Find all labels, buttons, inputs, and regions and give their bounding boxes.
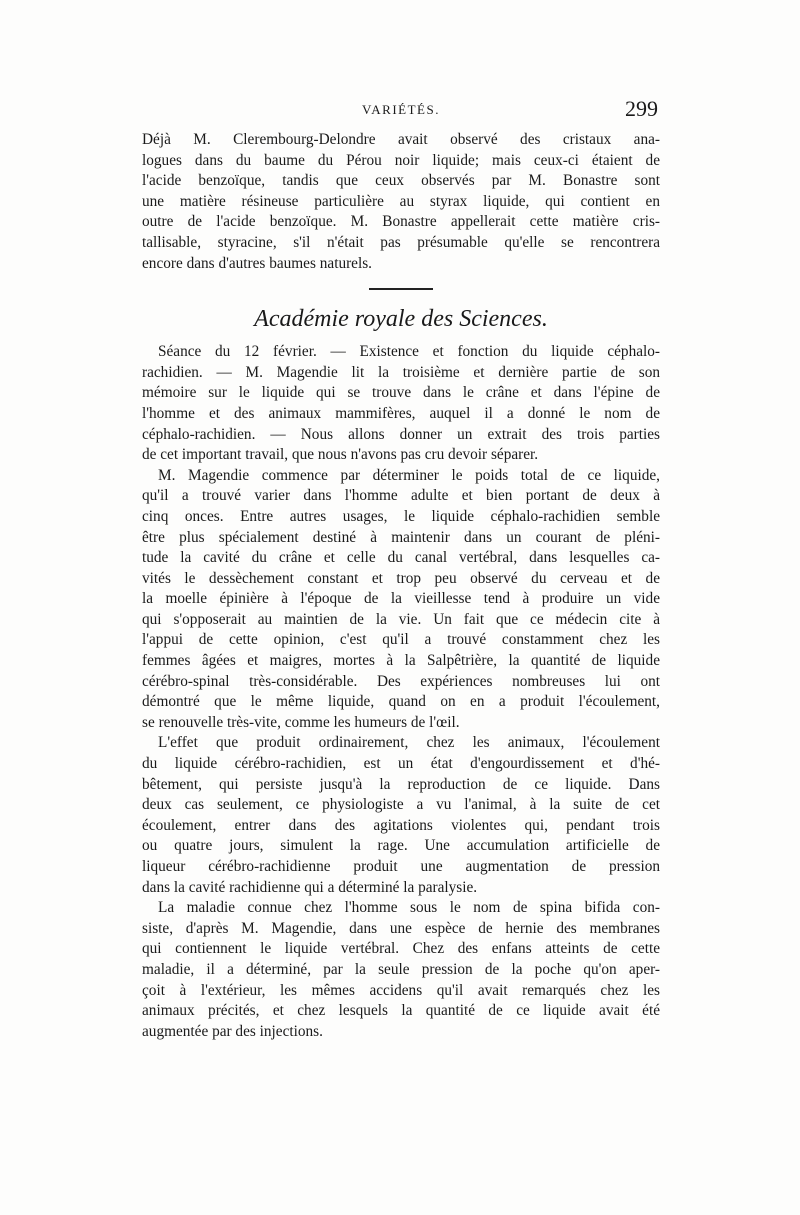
text-line: écoulement, entrer dans des agitations violentes qui, pendant trois (142, 816, 660, 834)
text-line: La maladie connue chez l'homme sous le nom de spina bifida con- (158, 899, 660, 917)
text-line: la moelle épinière à l'époque de la vieillesse tend à produire un vide (142, 590, 660, 608)
text-line: vités le dessèchement constant et trop peu observé du cerveau et de (142, 569, 660, 587)
text-line: siste, d'après M. Magendie, dans une espèce de hernie des membranes (142, 919, 660, 937)
text-line: qui contiennent le liquide vertébral. Chez des enfans atteints de cette (142, 940, 660, 958)
text-line: outre de l'acide benzoïque. M. Bonastre appellerait cette matière cris- (142, 213, 660, 231)
text-line: rachidien. — M. Magendie lit la troisième et dernière partie de son (142, 363, 660, 381)
text-line: qu'il a trouvé varier dans l'homme adulte et bien portant de deux à (142, 487, 660, 505)
text-line: mémoire sur le liquide qui se trouve dans le crâne et dans l'épine de (142, 384, 660, 402)
paragraph-2 (142, 342, 660, 466)
text-line: encore dans d'autres baumes naturels. (142, 254, 372, 272)
text-line: une matière résineuse particulière au styrax liquide, qui contient en (142, 192, 660, 210)
text-line: Séance du 12 février. — Existence et fonction du liquide céphalo- (158, 343, 660, 361)
text-line: augmentée par des injections. (142, 1022, 323, 1040)
text-block (142, 96, 660, 1042)
text-line: M. Magendie commence par déterminer le poids total de ce liquide, (158, 466, 660, 484)
text-line: Déjà M. Clerembourg-Delondre avait observé des cristaux ana- (142, 131, 660, 148)
paragraph-4 (142, 733, 660, 898)
running-title: VARIÉTÉS. (362, 102, 440, 117)
text-line: logues dans du baume du Pérou noir liquide; mais ceux-ci étaient de (142, 151, 660, 169)
text-line: du liquide cérébro-rachidien, est un état d'engourdissement et d'hé- (142, 755, 660, 773)
text-line: cérébro-spinal très-considérable. Des expériences nombreuses lui ont (142, 672, 660, 690)
text-line: être plus spécialement destiné à maintenir dans un courant de pléni- (142, 528, 660, 546)
text-line: l'appui de cette opinion, c'est qu'il a trouvé constamment chez les (142, 631, 660, 649)
text-line: ou quatre jours, simulent la rage. Une accumulation artificielle de (142, 837, 660, 855)
section-heading: Académie royale des Sciences. (254, 306, 548, 333)
paragraph-3 (142, 466, 660, 734)
section-divider (369, 288, 433, 290)
text-line: se renouvelle très-vite, comme les humeurs de l'œil. (142, 713, 460, 731)
paragraph-5 (142, 898, 660, 1042)
text-line: céphalo-rachidien. — Nous allons donner un extrait des trois parties (142, 425, 660, 443)
text-line: liqueur cérébro-rachidienne produit une augmentation de pression (142, 858, 660, 875)
text-line: démontré que le même liquide, quand on en a produit l'écoulement, (142, 693, 660, 711)
text-line: cinq onces. Entre autres usages, le liquide céphalo-rachidien semble (142, 507, 660, 525)
paragraph-1 (142, 130, 660, 274)
text-line: maladie, il a déterminé, par la seule pression de la poche qu'on aper- (142, 960, 660, 978)
text-line: çoit à l'extérieur, les mêmes accidens qu'il avait remarqués chez les (142, 981, 660, 999)
text-line: tude la cavité du crâne et celle du canal vertébral, dans lesquelles ca- (142, 549, 660, 567)
text-line: deux cas seulement, ce physiologiste a vu l'animal, à la suite de cet (142, 796, 660, 814)
text-line: animaux précités, et chez lesquels la quantité de ce liquide avait été (142, 1002, 660, 1020)
running-head (142, 96, 660, 130)
text-line: dans la cavité rachidienne qui a déterminé la paralysie. (142, 878, 478, 896)
text-line: de cet important travail, que nous n'avons pas cru devoir séparer. (142, 446, 539, 464)
text-line: bêtement, qui persiste jusqu'à la reproduction de ce liquide. Dans (142, 775, 660, 793)
text-line: l'acide benzoïque, tandis que ceux observés par M. Bonastre sont (142, 172, 660, 190)
text-line: l'homme et des animaux mammifères, auquel il a donné le nom de (142, 404, 660, 422)
page-number: 299 (625, 96, 658, 121)
text-line: femmes âgées et maigres, mortes à la Salpêtrière, la quantité de liquide (142, 652, 660, 670)
text-line: tallisable, styracine, s'il n'était pas présumable qu'elle se rencontrera (142, 233, 660, 251)
text-line: L'effet que produit ordinairement, chez les animaux, l'écoulement (158, 734, 660, 752)
text-line: qui s'opposerait au maintien de la vie. Un fait que ce médecin cite à (142, 610, 660, 628)
